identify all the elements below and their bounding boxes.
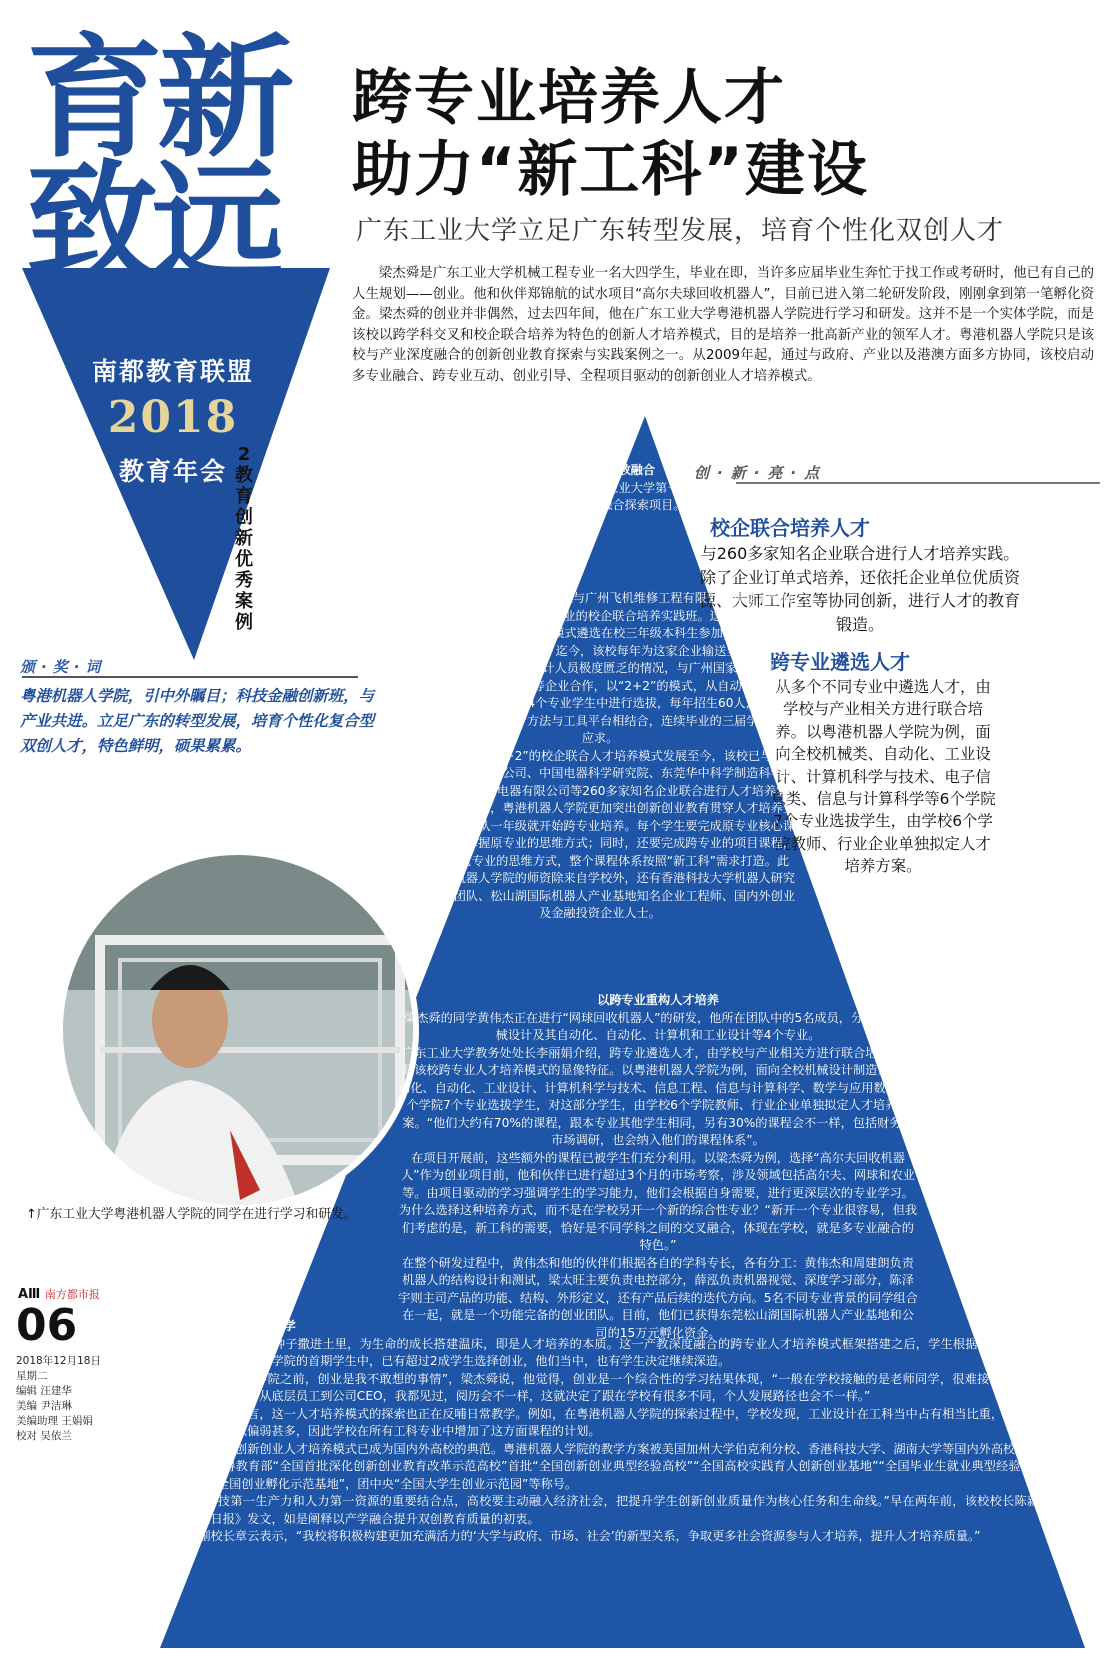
issue-weekday: 星期二: [16, 1370, 48, 1382]
assistant-designer-credit: 美编助理 王娟娟: [16, 1415, 93, 1427]
section-1-heading: 以校企合作深入产教融合: [520, 463, 656, 477]
designer-credit: 美编 尹洁琳: [16, 1400, 72, 1412]
headline-line-2: 助力“新工科”建设: [352, 135, 869, 205]
award-tag: 颁·奖·词: [20, 658, 107, 676]
section-4-paragraph-1: 把鱼放进水里，把种子撒进土里，为生命的成长搭建温床，即是人才培养的本质。这一产教深度融合的跨专业人才培养模式框架搭建之后，学生根据自身规划各取所需。在粤港机器人学院的首期学生中，已有超过2成学生选择创业，他们当中，也有学生决定继续深造。: [174, 1336, 1064, 1368]
headline: [352, 62, 869, 206]
section-3-paragraph-4: 为什么选择这种培养方式，而不是在学校另开一个新的综合性专业？“新开一个专业很容易，但我们考虑的是，新工科的需要，恰好是不同学科之间的交叉融合，体现在学校，就是多专业融合的特色。”: [398, 1203, 918, 1252]
pyramid-section-2: [400, 590, 800, 923]
section-4-paragraph-2: “在进入机器人学院之前，创业是我不敢想的事情”，梁杰舜说，他觉得，创业是一个综合性的学习结果体现，“一般在学校接触的是老师同学，很难接触到社会上的人，但在这里，从底层员工到公司CEO，我都见过，阅历会不一样，这就决定了跟在学校有很多不同，个人发展路径也会不一样。”: [174, 1371, 1064, 1403]
section-2-paragraph-2: 跨专业“3+1”与“2+2”的校企联合人才培养模式发展至今，该校已与广州飞机维修工程有限公司、中国电器科学研究院、东莞华中科学制造科学研究院、广东美的电器有限公司等260多家知名企业联合进行人才培养实践。在此基础上，粤港机器人学院更加突出创新创业教育贯穿人才培养全过程的理念，从一年级就开始跨专业培养。每个学生要完成原专业核心课程的学习，掌握原专业的思维方式；同时，还要完成跨专业的项目课程，了解到其它专业的思维方式，整个课程体系按照“新工科”需求打造。此外，粤港机器人学院的师资除来自学校外，还有香港科技大学机器人研究所李泽湘团队、松山湖国际机器人产业基地知名企业工程师、国内外创业及金融投资企业人士。: [403, 748, 797, 920]
highlight-1-title: 校企联合培养人才: [710, 516, 870, 540]
headline-line-1: 跨专业培养人才: [352, 63, 786, 133]
award-divider: [22, 676, 358, 678]
subheadline: 广东工业大学立足广东转型发展，培育个性化双创人才: [356, 216, 1005, 246]
photo-caption: ↑广东工业大学粤港机器人学院的同学在进行学习和研发。: [26, 1207, 357, 1222]
highlights-tag: 创·新·亮·点: [694, 464, 828, 482]
vertical-char: 优: [235, 549, 253, 570]
section-4-paragraph-5: “作为科技第一生产力和人力第一资源的重要结合点，高校要主动融入经济社会，把提升学生创新创业质量作为核心任务和生命线。”早在两年前，该校校长陈新曾在《光明日报》发文，如是阐释以产学融合提升双创教育质量的初衷。: [174, 1494, 1064, 1526]
highlight-2-text: 从多个不同专业中遴选人才，由学校与产业相关方进行联合培养。以粤港机器人学院为例，面向全校机械类、自动化、工业设计、计算机科学与技术、电子信息类、信息与计算科学等6个学院7个专业选拔学生，由学校6个学院教师、行业企业单独拟定人才培养方案。: [770, 678, 996, 876]
award-text: 粤港机器人学院，引中外瞩目；科技金融创新班，与产业共进。立足广东的转型发展，培育个性化复合型双创人才，特色鲜明，硕果累累。: [20, 687, 374, 755]
section-3-heading: 以跨专业重构人才培养: [597, 993, 719, 1007]
vertical-char: 育: [235, 486, 253, 507]
section-4-heading: 以创新反哺日常化教学: [174, 1319, 296, 1333]
badge-event: 教育年会: [118, 457, 227, 486]
highlight-1-text: 与260多家知名企业联合进行人才培养实践。除了企业订单式培养，还依托企业单位优质资源、大师工作室等协同创新，进行人才的教育锻造。: [700, 544, 1021, 634]
badge-year: 2018: [107, 392, 239, 443]
issue-date: 2018年12月18日: [16, 1355, 101, 1367]
intro-paragraph: 梁杰舜是广东工业大学机械工程专业一名大四学生，毕业在即，当许多应届毕业生奔忙于找工作或考研时，他已有自己的人生规划——创业。他和伙伴郑锦航的试水项目“高尔夫球回收机器人”，目前已进入第二轮研发阶段，刚刚拿到第一笔孵化资金。梁杰舜的创业并非偶然，过去四年间，他在广东工业大学粤港机器人学院进行学习和研发。这并不是一个实体学院，而是该校以跨学科交叉和校企联合培养为特色的创新人才培养模式，目的是培养一批高新产业的领军人才。粤港机器人学院只是该校与产业深度融合的创新创业教育探索与实践案例之一。从2009年起，通过与政府、产业以及港澳方面多方协同，该校启动多专业融合、跨专业互动、创业引导、全程项目驱动的创新创业人才培养模式。: [352, 266, 1094, 384]
section-2-paragraph-1: 早在2009年，广东工业大学就与广州飞机维修工程有限公司开设了跨机械、材料、自动化、计算机专业的校企联合培养实践班。这一实践班以双向选择为原则，以“3+1”的模式遴选在校三年级本科生参加，合作企业亦参与到整个培养方案当中。迄今，该校每年为这家企业输送至少30人。2013年，针对IC芯片设计人员极度匮乏的情况，与广州国家IC基地、Synopsys、Cadence等企业合作，以“2+2”的模式，从自动化、微电子、计算机和信息工程4个专业学生中进行选拔，每年招生60人，强调与国际最先进的芯片设计方法与工具平台相结合，连续毕业的三届学生供不应求。: [404, 591, 796, 745]
vertical-char: 2: [237, 444, 251, 465]
masthead-title: [26, 22, 304, 302]
pyramid-section-1: [470, 462, 706, 515]
section-4-paragraph-3: 对学校层面而言，这一人才培养模式的探索也正在反哺日常教学。例如，在粤港机器人学院的探索过程中，学校发现，工业设计在工科当中占有相当比重，但以往的教学中产品意识偏弱甚多，因此学校在所有工科专业中增加了这方面课程的计划。: [174, 1406, 1064, 1438]
page-number: 06: [16, 1300, 78, 1351]
newspaper-logo: 南方都市报: [44, 1288, 100, 1301]
section-code: AⅢ: [18, 1287, 41, 1302]
pyramid-section-3: [398, 992, 918, 1342]
section-4-paragraph-6: 该校副校长章云表示，“我校将积极构建更加充满活力的‘大学与政府、市场、社会’的新型关系，争取更多社会资源参与人才培养，提升人才培养质量。”: [174, 1529, 981, 1543]
editor-credit: 编辑 汪建华: [16, 1385, 72, 1397]
proofreader-credit: 校对 吴依兰: [16, 1430, 72, 1442]
section-3-paragraph-5: 在整个研发过程中，黄伟杰和他的伙伴们根据各自的学科专长，各有分工：黄伟杰和周建朗负责机器人的结构设计和测试，梁太旺主要负责电控部分，薛泓负责机器视觉、深度学习部分，陈泽宇则主司产品的功能、结构、外形定义，还有产品后续的迭代方向。5名不同专业背景的同学组合在一起，就是一个功能完备的创业团队。目前，他们已获得东莞松山湖国际机器人产业基地和公司的15万元孵化资金。: [398, 1255, 918, 1340]
vertical-char: 教: [235, 465, 253, 486]
vertical-label: [232, 444, 256, 633]
section-3-paragraph-2: 广东工业大学教务处处长李丽娟介绍，跨专业遴选人才，由学校与产业相关方进行联合培养，这是该校跨专业人才培养模式的显像特征。以粤港机器人学院为例，面向全校机械设计制造及其自动化、自动化、工业设计、计算机科学与技术、信息工程、信息与计算科学、数学与应用数学等6个学院7个专业选拔学生，对这部分学生，由学校6个学院教师、行业企业单独拟定人才培养方案。“他们大约有70%的课程，跟本专业其他学生相同，另有30%的课程会不一样，包括财务、市场调研，也会纳入他们的课程体系”。: [398, 1045, 918, 1147]
vertical-char: 秀: [235, 570, 253, 591]
vertical-char: 案: [235, 591, 253, 612]
masthead-line-1: 育新: [26, 22, 289, 176]
section-3-paragraph-3: 在项目开展前，这些额外的课程已被学生们充分利用。以梁杰舜为例，选择“高尔夫回收机器人”作为创业项目前，他和伙伴已进行超过3个月的市场考察，涉及领域包括高尔夫、网球和农业等。由项目驱动的学习强调学生的学习能力，他们会根据自身需要，进行更深层次的专业学习。: [401, 1150, 915, 1200]
pyramid-section-4: [174, 1318, 1064, 1546]
vertical-char: 新: [235, 528, 253, 549]
section-3-paragraph-1: 梁杰舜的同学黄伟杰正在进行“网球回收机器人”的研发，他所在团队中的5名成员，分别来自机械设计及其自动化、自动化、计算机和工业设计等4个专业。: [404, 1010, 912, 1042]
highlights-divider: [736, 482, 1100, 484]
page-credits: [16, 1354, 156, 1444]
badge-alliance: 南都教育联盟: [91, 357, 254, 386]
masthead-line-2: 致远: [26, 148, 278, 302]
highlight-2-title: 跨专业遴选人才: [770, 650, 910, 674]
section-4-paragraph-4: 如今，该校创新创业人才培养模式已成为国内外高校的典范。粤港机器人学院的教学方案被美国加州大学伯克利分校、香港科技大学、湖南大学等国内外高校所借鉴，他们还获得教育部“全国首批深化创新创业教育改革示范高校”首批“全国创新创业典型经验高校”“全国高校实践育人创新创业基地”“全国毕业生就业典型经验高校”，人社部“全国创业孵化示范基地”，团中央“全国大学生创业示范园”等称号。: [174, 1441, 1064, 1491]
vertical-char: 例: [235, 612, 253, 633]
vertical-char: 创: [235, 507, 253, 528]
section-1-paragraph: 粤港机器人学院并非广东工业大学第一个跨专业互动的产学深度融合探索项目。: [472, 480, 704, 512]
